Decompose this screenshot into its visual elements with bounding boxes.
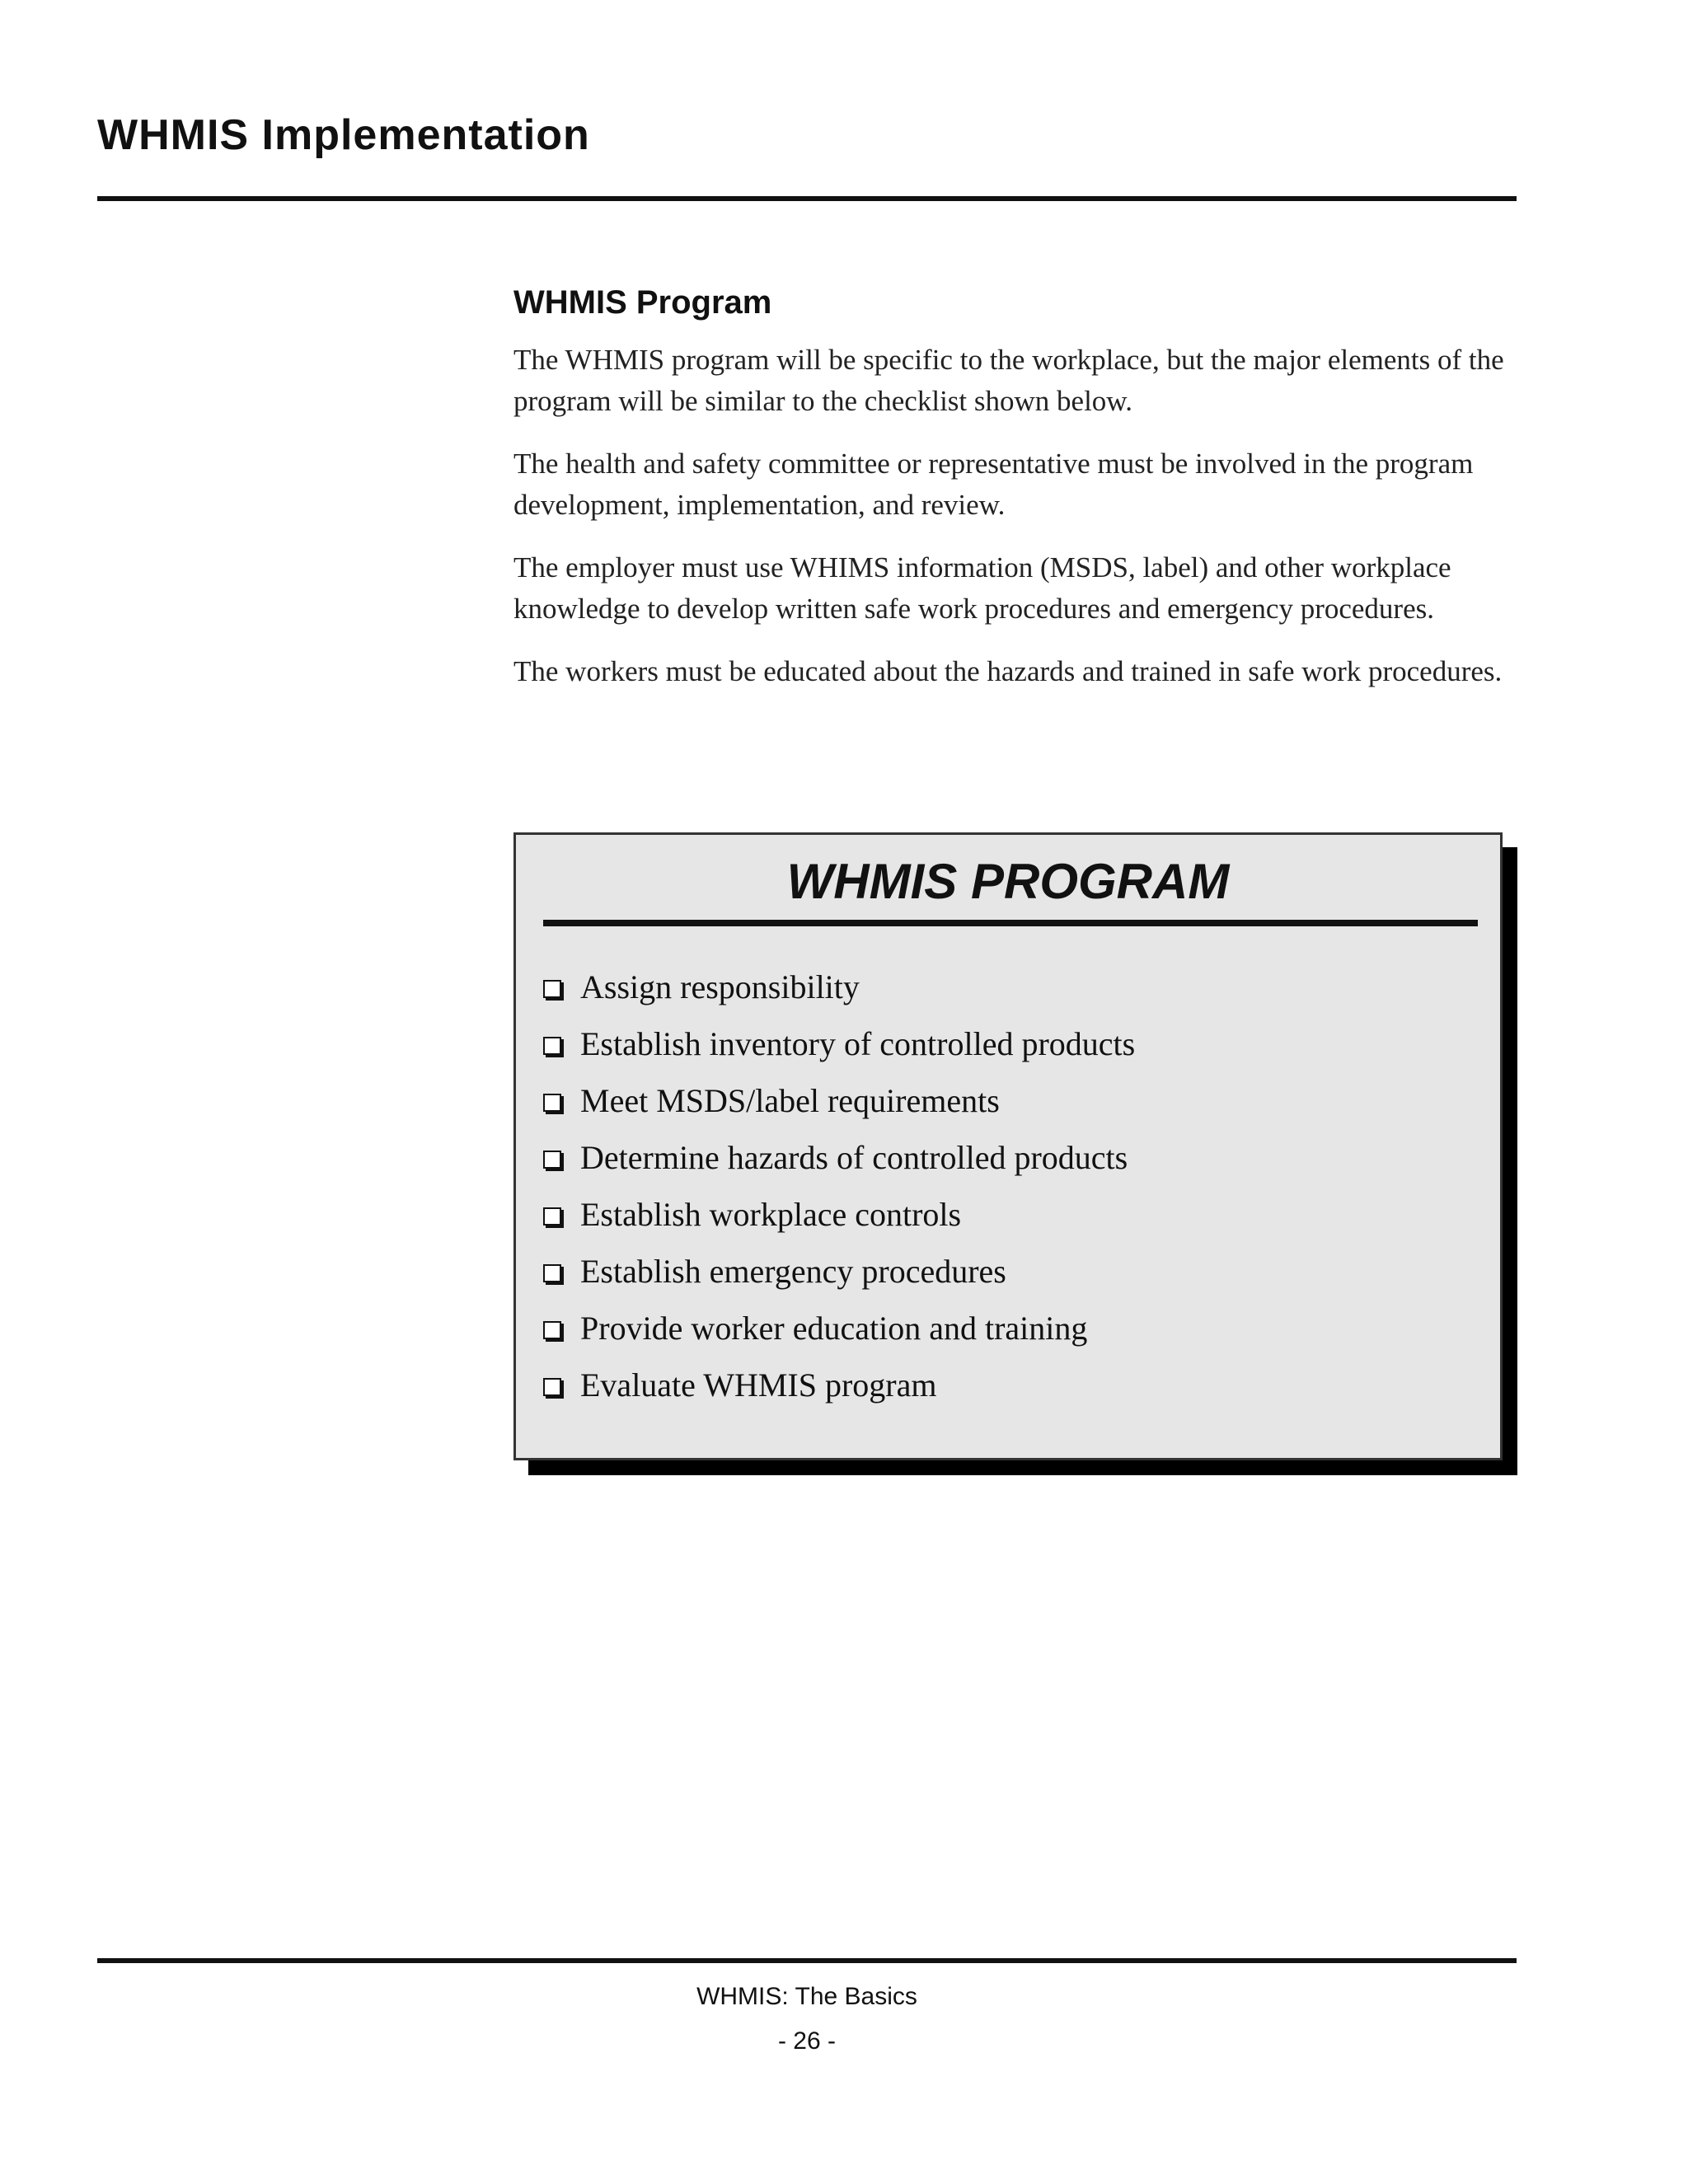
checklist-item-label: Establish workplace controls	[580, 1196, 962, 1233]
checklist-item-label: Evaluate WHMIS program	[580, 1366, 937, 1404]
checkbox-icon	[543, 1094, 561, 1112]
footer-title: WHMIS: The Basics	[696, 1983, 917, 2010]
checklist-item-label: Meet MSDS/label requirements	[580, 1082, 1000, 1119]
checklist-item-label: Establish inventory of controlled products	[580, 1025, 1136, 1062]
checkbox-icon	[543, 1321, 561, 1339]
main-content	[513, 284, 1519, 714]
checklist-item-label: Determine hazards of controlled products	[580, 1139, 1128, 1176]
checklist-item	[543, 1300, 1135, 1357]
checklist-item	[543, 958, 1135, 1015]
paragraph-4: The workers must be educated about the hazards and trained in safe work procedures.	[513, 655, 1503, 687]
checklist-item	[543, 1072, 1135, 1129]
footer-rule	[97, 1958, 1517, 1963]
checklist-item	[543, 1015, 1135, 1072]
paragraph-1: The WHMIS program will be specific to the workplace, but the major elements of the program will be similar to the checklist shown below.	[513, 344, 1504, 417]
checklist-item	[543, 1129, 1135, 1186]
checklist-item-label: Provide worker education and training	[580, 1310, 1088, 1347]
paragraph-3: The employer must use WHIMS information (MSDS, label) and other workplace knowledge to develop written safe work procedures and emergency procedures.	[513, 551, 1451, 625]
checklist-item	[543, 1357, 1135, 1413]
checkbox-icon	[543, 1037, 561, 1055]
section-title: WHMIS Program	[513, 284, 772, 321]
checkbox-icon	[543, 1378, 561, 1396]
checkbox-icon	[543, 980, 561, 998]
checklist-box-title: WHMIS PROGRAM	[786, 854, 1230, 909]
checklist-box	[513, 832, 1503, 1460]
header-rule	[97, 196, 1517, 201]
page-number: - 26 -	[777, 2027, 837, 2055]
checklist	[543, 958, 1135, 1413]
checkbox-icon	[543, 1264, 561, 1282]
paragraph-2: The health and safety committee or representative must be involved in the program development, implementation, and review.	[513, 448, 1474, 521]
checklist-box-rule	[543, 920, 1478, 926]
checklist-item	[543, 1243, 1135, 1300]
checkbox-icon	[543, 1207, 561, 1226]
checklist-item-label: Establish emergency procedures	[580, 1253, 1006, 1290]
checklist-item-label: Assign responsibility	[580, 968, 860, 1005]
checklist-item	[543, 1186, 1135, 1243]
page-header-title: WHMIS Implementation	[97, 111, 590, 159]
checkbox-icon	[543, 1151, 561, 1169]
